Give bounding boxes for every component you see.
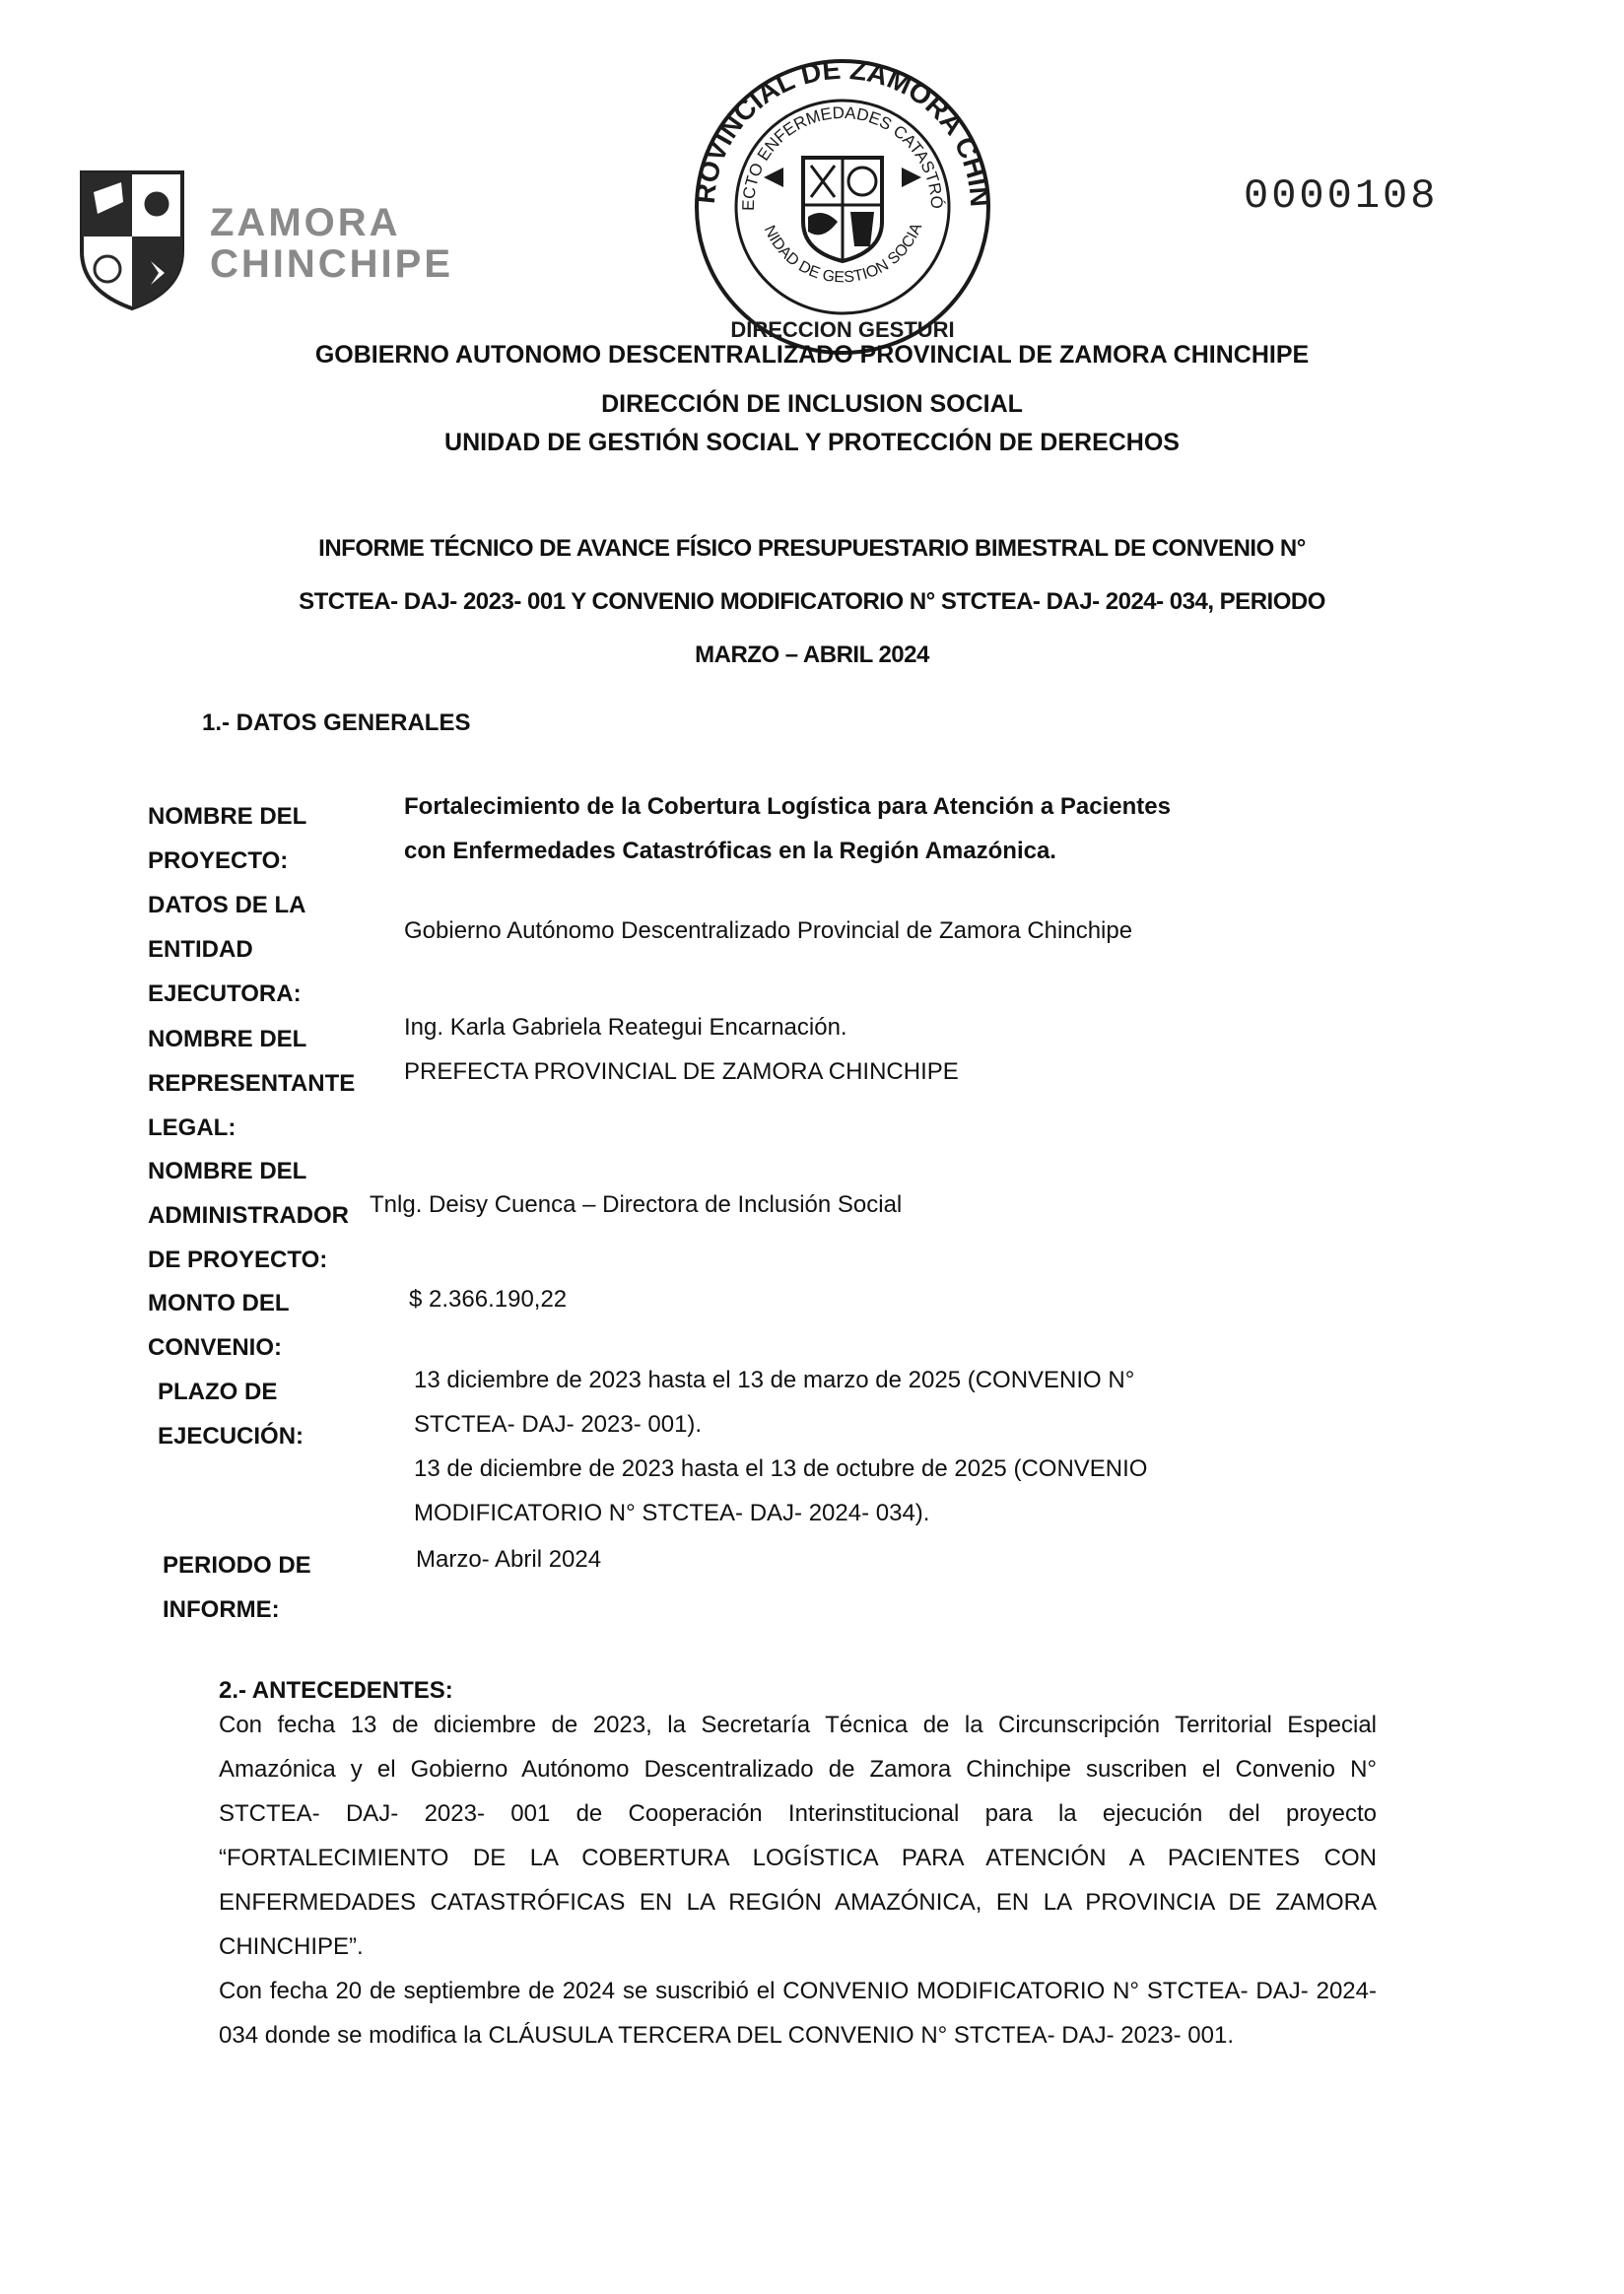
label-report-period: PERIODO DE INFORME: [163,1552,311,1623]
section-datos-generales-title: 1.- DATOS GENERALES [202,709,471,736]
label-project-administrator: NOMBRE DEL ADMINISTRADOR DE PROYECTO: [148,1158,349,1273]
logo-text-line2: CHINCHIPE [210,242,454,286]
logo-text-line1: ZAMORA [210,201,401,244]
label-executing-entity: DATOS DE LA ENTIDAD EJECUTORA: [148,892,306,1007]
label-legal-representative: NOMBRE DEL REPRESENTANTE LEGAL: [148,1026,356,1141]
seal-inner-text: ECTO ENFERMEDADES CATASTRÓ [738,102,947,212]
value-report-period: Marzo- Abril 2024 [416,1546,602,1573]
label-agreement-amount: MONTO DEL CONVENIO: [148,1290,290,1361]
seal-lower-text: NIDAD DE GESTION SOCIA [760,221,926,287]
value-project-name: Fortalecimiento de la Cobertura Logística para Atención a Pacientes con Enfermedades Catastróficas en la Región Amazónica. [404,793,1171,864]
label-project-name: NOMBRE DEL PROYECTO: [148,803,307,874]
value-agreement-amount: $ 2.366.190,22 [409,1286,568,1313]
institution-direction: DIRECCIÓN DE INCLUSION SOCIAL [601,390,1023,418]
report-title-line2: STCTEA- DAJ- 2023- 001 Y CONVENIO MODIFICATORIO N° STCTEA- DAJ- 2024- 034, PERIODO [299,588,1325,615]
value-project-administrator: Tnlg. Deisy Cuenca – Directora de Inclusión Social [370,1191,903,1218]
seal-stamp-icon [685,59,1000,355]
seal-bottom-text: DIRECCION GESTURI [730,317,955,342]
official-seal [685,59,1000,355]
value-legal-representative: Ing. Karla Gabriela Reategui Encarnación. PREFECTA PROVINCIAL DE ZAMORA CHINCHIPE [404,1014,959,1085]
report-title-line3: MARZO – ABRIL 2024 [695,641,929,668]
antecedentes-text [219,1703,1377,2058]
document-number: 0000108 [1244,172,1439,220]
antecedentes-paragraph-1: Con fecha 13 de diciembre de 2023, la Secretaría Técnica de la Circunscripción Territorial Especial Amazónica y el Gobierno Autónomo Descentralizado de Zamora Chinchipe suscriben el Convenio N° STCTEA- DAJ- 2023- 001 de Cooperación Interinstitucional para la ejecución del proyecto “FORTALECIMIENTO DE LA COBERTURA LOGÍSTICA PARA ATENCIÓN A PACIENTES CON ENFERMEDADES CATASTRÓFICAS EN LA REGIÓN AMAZÓNICA, EN LA PROVINCIA DE ZAMORA CHINCHIPE”. [219,1712,1377,1960]
report-title-line1: INFORME TÉCNICO DE AVANCE FÍSICO PRESUPUESTARIO BIMESTRAL DE CONVENIO N° [318,535,1306,562]
seal-outer-text: ROVINCIAL DE ZAMORA CHIN [689,59,996,208]
value-executing-entity: Gobierno Autónomo Descentralizado Provincial de Zamora Chinchipe [404,917,1133,944]
antecedentes-paragraph-2: Con fecha 20 de septiembre de 2024 se suscribió el CONVENIO MODIFICATORIO N° STCTEA- DAJ- 2024- 034 donde se modifica la CLÁUSULA TERCERA DEL CONVENIO N° STCTEA- DAJ- 2023- 001. [219,1978,1377,2049]
label-execution-term: PLAZO DE EJECUCIÓN: [158,1379,304,1450]
section-antecedentes-title: 2.- ANTECEDENTES: [219,1677,453,1704]
zamora-chinchipe-logo [74,163,454,320]
report-title [197,522,1427,682]
shield-icon [74,163,190,310]
value-execution-term: 13 diciembre de 2023 hasta el 13 de marzo de 2025 (CONVENIO N° STCTEA- DAJ- 2023- 001). 13 de diciembre de 2023 hasta el 13 de octubre de 2025 (CONVENIO MODIFICATORIO N° STCTEA- DAJ- 2024- 034). [414,1367,1148,1526]
logo-text [210,202,453,285]
institution-unit: UNIDAD DE GESTIÓN SOCIAL Y PROTECCIÓN DE DERECHOS [444,429,1180,456]
svg-text:GAD PROVINCIAL DE ZAMORA CHINC [685,59,995,208]
institution-name: GOBIERNO AUTONOMO DESCENTRALIZADO PROVINCIAL DE ZAMORA CHINCHIPE [314,341,1310,369]
